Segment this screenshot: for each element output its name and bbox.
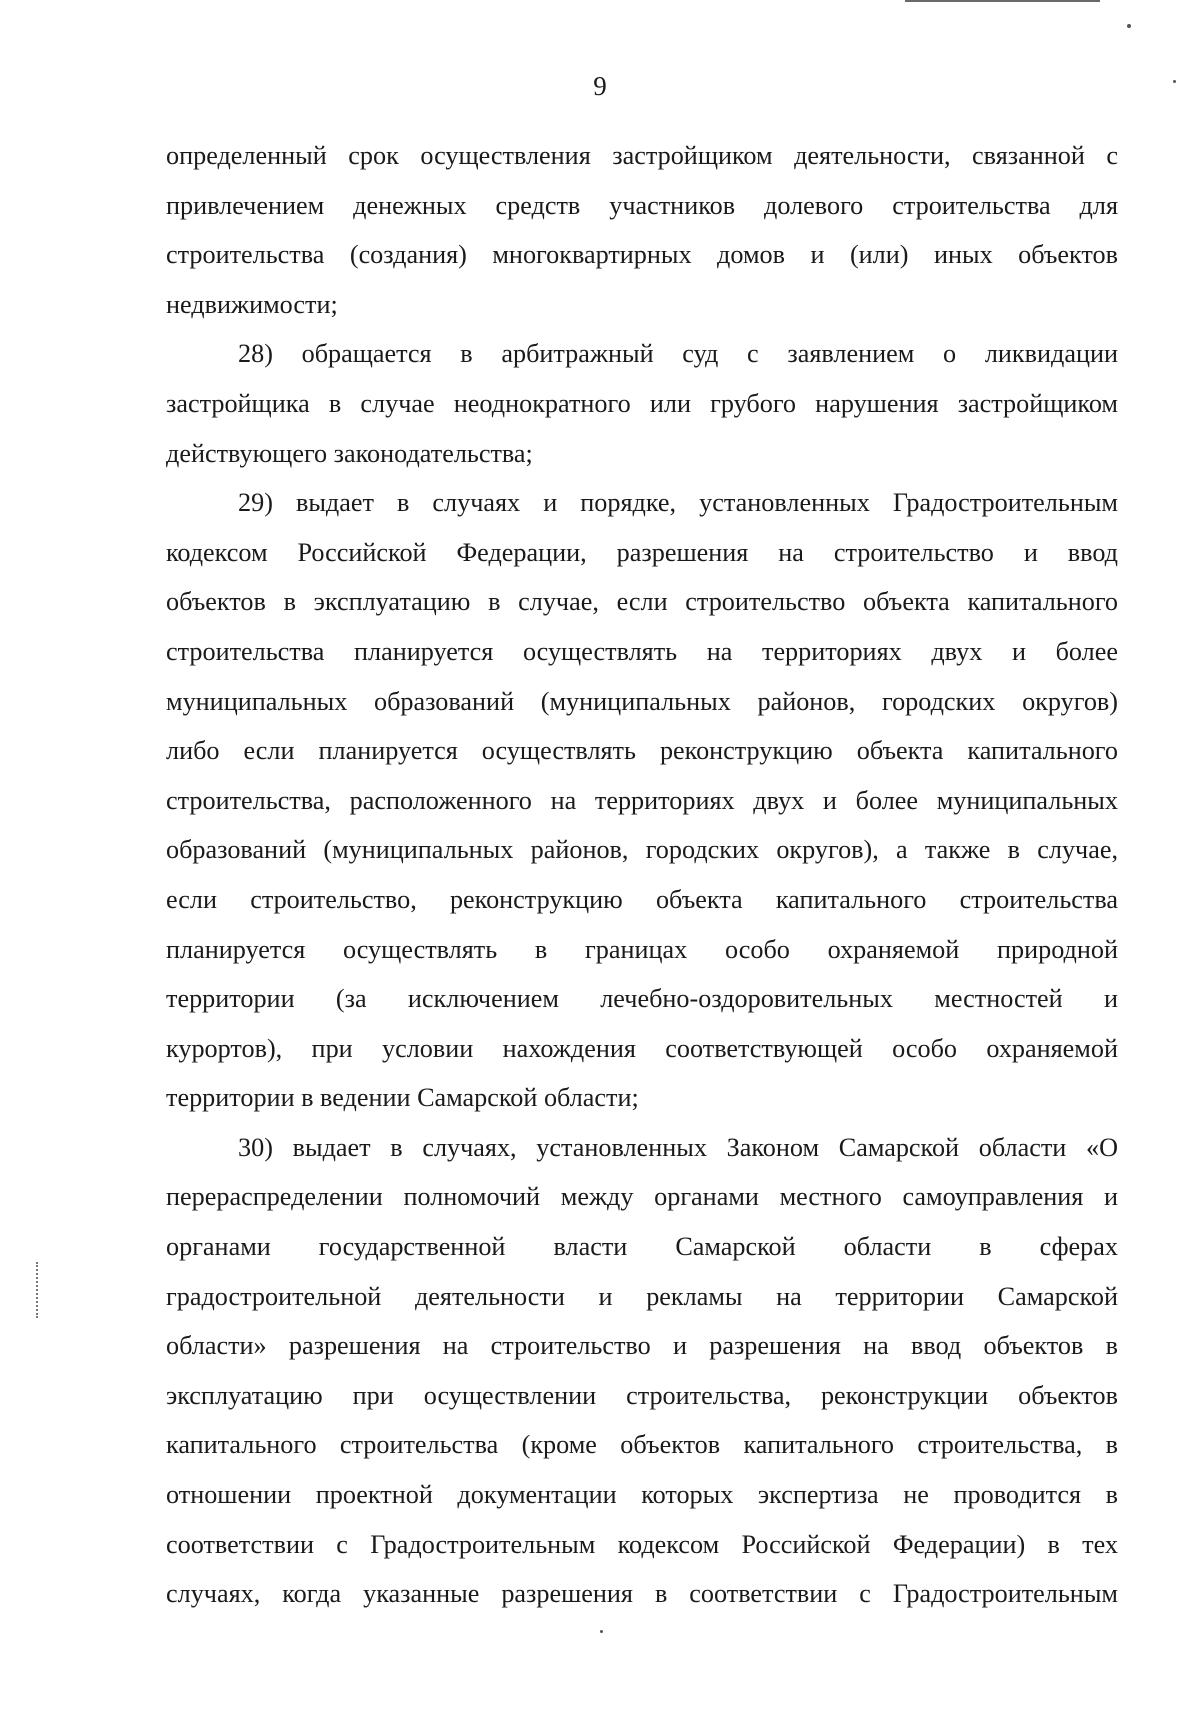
- text-line: градостроительной деятельности и рекламы на территории Самарской: [166, 1281, 1118, 1311]
- text-line: соответствии с Градостроительным кодексом Российской Федерации) в тех: [166, 1529, 1118, 1559]
- page-number: 9: [593, 71, 607, 101]
- text-line: если строительство, реконструкцию объекта капитального строительства: [166, 884, 1118, 914]
- text-line: образований (муниципальных районов, городских округов), а также в случае,: [166, 835, 1118, 865]
- scan-speck: [1127, 24, 1131, 28]
- text-line: застройщика в случае неоднократного или грубого нарушения застройщиком: [166, 388, 1118, 418]
- text-line: 30) выдает в случаях, установленных Законом Самарской области «О: [238, 1132, 1118, 1162]
- text-line: территории (за исключением лечебно-оздоровительных местностей и: [166, 984, 1118, 1014]
- text-line: недвижимости;: [166, 289, 338, 319]
- text-line: строительства планируется осуществлять на территориях двух и более: [166, 636, 1118, 666]
- text-line: планируется осуществлять в границах особо охраняемой природной: [166, 934, 1118, 964]
- text-line: капитального строительства (кроме объектов капитального строительства, в: [166, 1430, 1118, 1460]
- text-line: 29) выдает в случаях и порядке, установленных Градостроительным: [238, 488, 1118, 518]
- body-text: [166, 131, 1118, 1619]
- text-line: органами государственной власти Самарской области в сферах: [166, 1232, 1118, 1262]
- scan-edge-rule: [905, 0, 1100, 2]
- text-line: случаях, когда указанные разрешения в соответствии с Градостроительным: [166, 1579, 1118, 1609]
- text-line: 28) обращается в арбитражный суд с заявлением о ликвидации: [238, 339, 1118, 369]
- text-line: определенный срок осуществления застройщиком деятельности, связанной с: [166, 141, 1118, 170]
- text-line: действующего законодательства;: [166, 438, 533, 468]
- text-line: кодексом Российской Федерации, разрешения на строительство и ввод: [166, 537, 1118, 567]
- text-line: территории в ведении Самарской области;: [166, 1083, 639, 1113]
- text-line: курортов), при условии нахождения соответствующей особо охраняемой: [166, 1033, 1118, 1063]
- text-line: эксплуатацию при осуществлении строительства, реконструкции объектов: [166, 1380, 1118, 1410]
- scan-speck: [1173, 80, 1176, 83]
- text-line: строительства (создания) многоквартирных домов и (или) иных объектов: [166, 240, 1118, 270]
- text-line: привлечением денежных средств участников долевого строительства для: [166, 190, 1118, 220]
- text-line: отношении проектной документации которых экспертиза не проводится в: [166, 1480, 1118, 1510]
- text-line: перераспределении полномочий между органами местного самоуправления и: [166, 1182, 1118, 1212]
- scan-margin-marks: [36, 1262, 42, 1318]
- text-line: строительства, расположенного на территориях двух и более муниципальных: [166, 785, 1118, 815]
- text-line: либо если планируется осуществлять реконструкцию объекта капитального: [166, 736, 1118, 766]
- scan-speck: [600, 1630, 603, 1633]
- text-line: области» разрешения на строительство и разрешения на ввод объектов в: [166, 1331, 1118, 1361]
- text-line: объектов в эксплуатацию в случае, если строительство объекта капитального: [166, 587, 1118, 617]
- text-line: муниципальных образований (муниципальных районов, городских округов): [166, 686, 1118, 716]
